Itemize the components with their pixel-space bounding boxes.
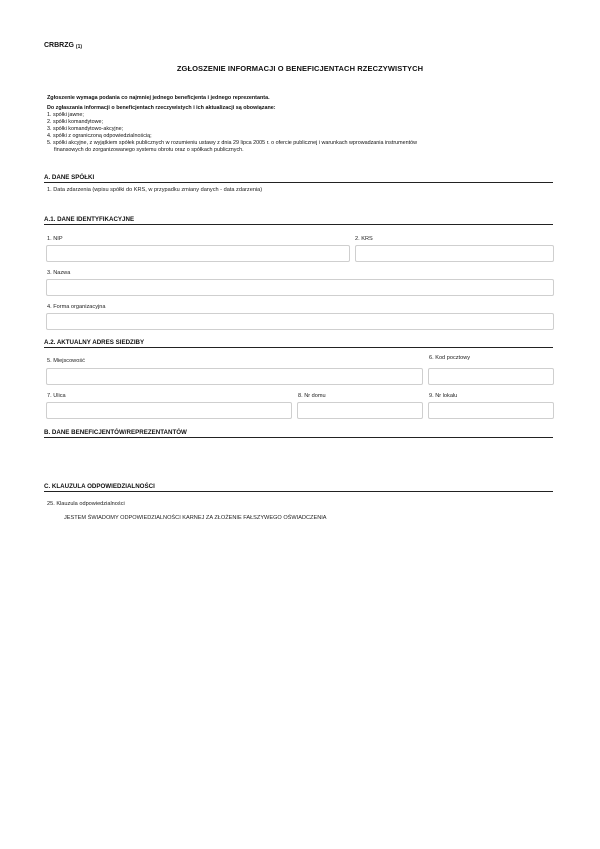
event-date-label: 1. Data zdarzenia (wpisu spółki do KRS, w przypadku zmiany danych - data zdarzenia)	[47, 187, 263, 193]
name-label: 3. Nazwa	[47, 270, 71, 276]
org-form-label: 4. Forma organizacyjna	[47, 304, 106, 310]
nip-label: 1. NIP	[47, 236, 63, 242]
krs-input[interactable]	[355, 245, 554, 262]
list-item: 4. spółki z ograniczoną odpowiedzialnością;	[47, 133, 152, 139]
section-b-heading: B. DANE BENEFICJENTÓW/REPREZENTANTÓW	[44, 429, 553, 438]
requirement-note: Zgłoszenie wymaga podania co najmniej jednego beneficjenta i jednego reprezentanta.	[47, 95, 270, 101]
list-item: 1. spółki jawne;	[47, 112, 84, 118]
name-input[interactable]	[46, 279, 554, 296]
postal-code-input[interactable]	[428, 368, 554, 385]
section-a1-heading: A.1. DANE IDENTYFIKACYJNE	[44, 216, 553, 225]
city-label: 5. Miejscowość	[47, 358, 85, 364]
liability-clause-label: 25. Klauzula odpowiedzialności	[47, 501, 125, 507]
apartment-number-label: 9. Nr lokalu	[429, 393, 458, 399]
obligated-heading: Do zgłaszania informacji o beneficjentach rzeczywistych i ich aktualizacji są obowiązane:	[47, 105, 276, 111]
city-input[interactable]	[46, 368, 423, 385]
list-item-text: 5. spółki akcyjne, z wyjątkiem spółek publicznych w rozumieniu ustawy z dnia 29 lipca 2005 r. o ofercie publicznej i warunkach wprowadzania instrumentów	[47, 140, 418, 146]
krs-label: 2. KRS	[355, 236, 373, 242]
list-item: 3. spółki komandytowo-akcyjne;	[47, 126, 124, 132]
form-code-text: CRBRZG	[44, 42, 74, 49]
page-title: ZGŁOSZENIE INFORMACJI O BENEFICJENTACH RZECZYWISTYCH	[176, 64, 424, 73]
form-code	[44, 42, 82, 50]
street-label: 7. Ulica	[47, 393, 66, 399]
street-input[interactable]	[46, 402, 292, 419]
list-item	[47, 140, 547, 154]
house-number-input[interactable]	[297, 402, 423, 419]
list-item-continuation: finansowych do zorganizowanego systemu obrotu oraz o spółkach publicznych.	[54, 147, 244, 153]
list-item: 2. spółki komandytowe;	[47, 119, 104, 125]
liability-declaration: JESTEM ŚWIADOMY ODPOWIEDZIALNOŚCI KARNEJ ZA ZŁOŻENIE FAŁSZYWEGO OŚWIADCZENIA	[64, 515, 327, 521]
postal-code-label: 6. Kod pocztowy	[429, 355, 471, 361]
obligated-list	[47, 112, 547, 154]
apartment-number-input[interactable]	[428, 402, 554, 419]
org-form-input[interactable]	[46, 313, 554, 330]
section-a2-heading: A.2. AKTUALNY ADRES SIEDZIBY	[44, 339, 553, 348]
house-number-label: 8. Nr domu	[298, 393, 326, 399]
nip-input[interactable]	[46, 245, 350, 262]
intro-block	[47, 95, 547, 154]
section-c-heading: C. KLAUZULA ODPOWIEDZIALNOŚCI	[44, 483, 553, 492]
section-a-heading: A. DANE SPÓŁKI	[44, 174, 553, 183]
form-version: (1)	[75, 44, 83, 50]
